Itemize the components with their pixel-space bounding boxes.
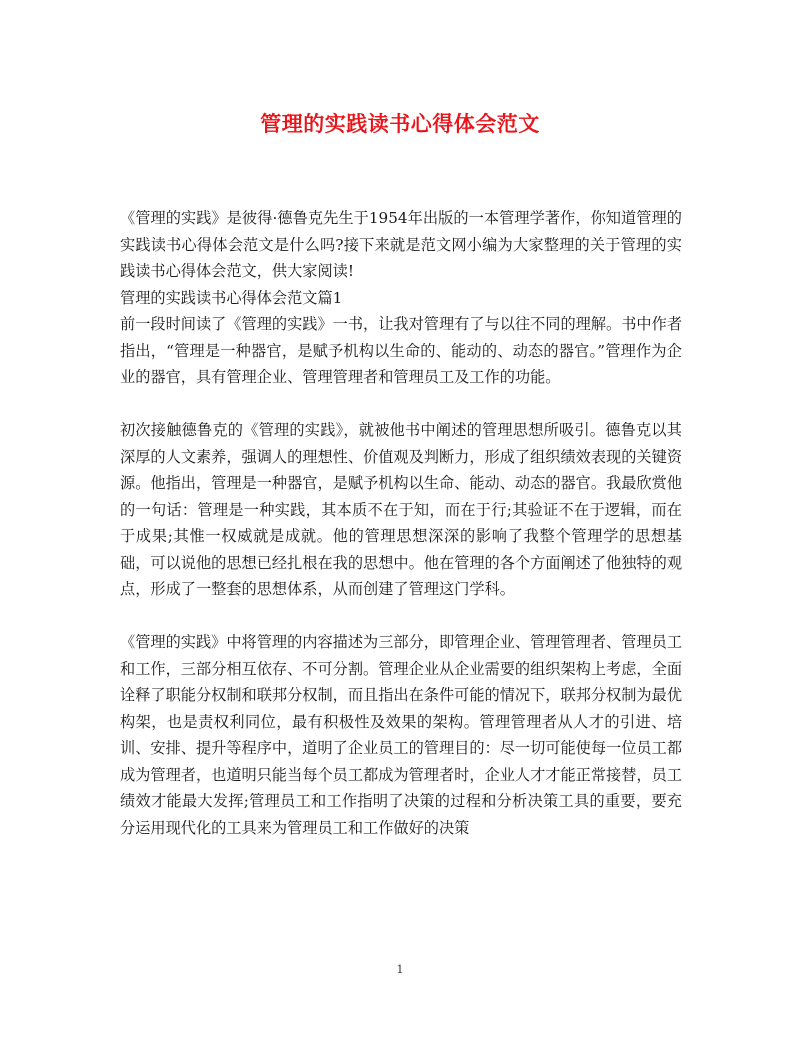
body-paragraph-1: 前一段时间读了《管理的实践》一书，让我对管理有了与以往不同的理解。书中作者指出，“管理是一种器官，是赋予机构以生命的、能动的、动态的器官。”管理作为企业的器官，具有管理企业、管理管理者和管理员工及工作的功能。 <box>120 315 682 386</box>
paragraph-gap <box>120 603 682 630</box>
paragraph-gap <box>120 391 682 418</box>
body-paragraph-3: 《管理的实践》中将管理的内容描述为三部分，即管理企业、管理管理者、管理员工和工作，三部分相互依存、不可分割。管理企业从企业需要的组织架构上考虑，全面诠释了职能分权制和联邦分权制，而且指出在条件可能的情况下，联邦分权制为最优构架，也是责权利同位，最有积极性及效果的架构。管理管理者从人才的引进、培训、安排、提升等程序中，道明了企业员工的管理目的：尽一切可能使每一位员工都成为管理者，也道明只能当每个员工都成为管理者时，企业人才才能正常接替，员工绩效才能最大发挥;管理员工和工作指明了决策的过程和分析决策工具的重要，要充分运用现代化的工具来为管理员工和工作做好的决策 <box>120 633 682 837</box>
page-number: 1 <box>396 963 404 976</box>
intro-paragraph: 《管理的实践》是彼得·德鲁克先生于1954年出版的一本管理学著作，你知道管理的实践读书心得体会范文是什么吗?接下来就是范文网小编为大家整理的关于管理的实践读书心得体会范文，供大家阅读! <box>120 209 682 280</box>
document-body <box>120 205 682 841</box>
section-heading: 管理的实践读书心得体会范文篇1 <box>120 288 343 307</box>
body-paragraph-2: 初次接触德鲁克的《管理的实践》，就被他书中阐述的管理思想所吸引。德鲁克以其深厚的人文素养，强调人的理想性、价值观及判断力，形成了组织绩效表现的关键资源。他指出，管理是一种器官，是赋予机构以生命、能动、动态的器官。我最欣赏他的一句话：管理是一种实践，其本质不在于知，而在于行;其验证不在于逻辑，而在于成果;其惟一权威就是成就。他的管理思想深深的影响了我整个管理学的思想基础，可以说他的思想已经扎根在我的思想中。他在管理的各个方面阐述了他独特的观点，形成了一整套的思想体系，从而创建了管理这门学科。 <box>120 421 682 598</box>
document-title: 管理的实践读书心得体会范文 <box>260 111 540 136</box>
